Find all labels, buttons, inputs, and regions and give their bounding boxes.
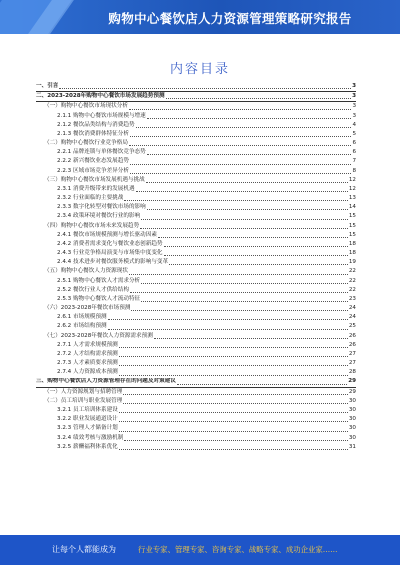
toc-page-number: 4 (352, 121, 356, 128)
table-of-contents (36, 82, 356, 452)
toc-entry[interactable] (36, 277, 356, 286)
toc-page-number: 18 (348, 250, 356, 257)
toc-entry-title: 2.7.3 人才素质要求预测 (57, 360, 118, 367)
toc-leader-dots (124, 199, 348, 201)
toc-entry[interactable] (36, 112, 356, 121)
toc-entry-title: 2.6.2 市场结构预测 (57, 323, 107, 330)
toc-entry[interactable] (36, 130, 356, 139)
toc-entry[interactable] (36, 92, 356, 102)
toc-entry-title: （一）人力资源规划与招聘管理 (44, 388, 123, 395)
toc-leader-dots (119, 355, 348, 357)
toc-page-number: 24 (348, 314, 356, 321)
toc-entry-title: 三、购物中心餐饮店人力资源管理存在的问题及对策建议 (36, 378, 176, 385)
toc-entry-title: 2.3.4 政策环境对餐饮行业的影响 (57, 213, 141, 220)
toc-entry-title: 2.7.2 人才结构需求预测 (57, 350, 118, 357)
toc-entry[interactable] (36, 368, 356, 377)
toc-page-number: 26 (348, 341, 356, 348)
toc-page-number: 15 (348, 213, 356, 220)
toc-page-number: 28 (348, 369, 356, 376)
toc-leader-dots (164, 254, 348, 256)
toc-entry[interactable] (36, 406, 356, 415)
toc-entry-title: 二、2023-2028年购物中心餐饮市场发展趋势预测 (36, 93, 165, 100)
toc-leader-dots (129, 273, 348, 275)
toc-entry[interactable] (36, 424, 356, 433)
toc-leader-dots (130, 163, 351, 165)
toc-leader-dots (177, 383, 347, 385)
toc-page-number: 3 (352, 112, 356, 119)
toc-page-number: 19 (348, 259, 356, 266)
toc-page-number: 12 (348, 185, 356, 192)
toc-leader-dots (130, 172, 351, 174)
toc-entry-title: （七）2023-2028年餐饮人力资源需求预测 (44, 332, 153, 339)
toc-entry-title: 一、引言 (36, 82, 59, 89)
toc-entry[interactable] (36, 249, 356, 258)
toc-entry[interactable] (36, 304, 356, 313)
toc-page-number: 29 (348, 388, 356, 395)
toc-entry-title: 2.1.2 餐饮品类结构与消费趋势 (57, 121, 135, 128)
toc-page-number: 7 (352, 158, 356, 165)
toc-leader-dots (119, 364, 348, 366)
toc-leader-dots (119, 374, 348, 376)
toc-heading: 内容目录 (169, 62, 230, 77)
toc-entry[interactable] (36, 388, 356, 397)
toc-entry-title: 2.3.2 行业面临的主要挑战 (57, 195, 124, 202)
toc-entry-title: 2.7.4 人力资源成本预测 (57, 369, 118, 376)
toc-leader-dots (123, 402, 348, 404)
toc-entry-title: 2.4.2 消费者需求变化与餐饮业态创新趋势 (57, 240, 163, 247)
toc-page-number: 30 (348, 425, 356, 432)
toc-entry[interactable] (36, 148, 356, 157)
toc-leader-dots (140, 227, 348, 229)
toc-page-number: 18 (348, 240, 356, 247)
toc-entry-title: 2.2.2 新兴餐饮业态发展趋势 (57, 158, 129, 165)
toc-leader-dots (147, 208, 348, 210)
toc-entry[interactable] (36, 359, 356, 368)
toc-leader-dots (154, 337, 348, 339)
toc-page-number: 15 (348, 231, 356, 238)
toc-entry-title: （二）员工培训与职业发展管理 (44, 397, 123, 404)
toc-leader-dots (124, 439, 348, 441)
toc-page-number: 30 (348, 434, 356, 441)
toc-entry[interactable] (36, 415, 356, 424)
toc-page-number: 30 (348, 416, 356, 423)
toc-leader-dots (129, 144, 352, 146)
toc-leader-dots (108, 328, 348, 330)
toc-page-number: 24 (348, 305, 356, 312)
toc-entry-title: 2.2.1 品牌连锁与单体餐饮竞争态势 (57, 149, 146, 156)
toc-leader-dots (130, 291, 348, 293)
report-header (0, 0, 400, 34)
toc-page-number: 15 (348, 222, 356, 229)
report-title: 购物中心餐饮店人力资源管理策略研究报告 (108, 11, 352, 26)
toc-leader-dots (166, 97, 352, 99)
toc-entry[interactable] (36, 286, 356, 295)
toc-leader-dots (59, 87, 351, 89)
toc-entry[interactable] (36, 258, 356, 267)
toc-page-number: 12 (348, 176, 356, 183)
toc-leader-dots (119, 346, 348, 348)
toc-page-number: 31 (348, 443, 356, 450)
toc-leader-dots (141, 218, 348, 220)
toc-entry[interactable] (36, 203, 356, 212)
toc-leader-dots (108, 318, 348, 320)
toc-entry[interactable] (36, 341, 356, 350)
toc-leader-dots (131, 309, 347, 311)
toc-entry-title: （三）购物中心餐饮市场发展机遇与挑战 (44, 176, 145, 183)
toc-page-number: 27 (348, 360, 356, 367)
toc-entry-title: 2.1.1 购物中心餐饮市场规模与增速 (57, 112, 146, 119)
toc-page-number: 25 (348, 323, 356, 330)
toc-entry-title: 2.5.2 餐饮行业人才供给结构 (57, 286, 129, 293)
toc-entry[interactable] (36, 350, 356, 359)
toc-entry-title: 3.2.3 管理人才储备计划 (57, 425, 118, 432)
toc-entry-title: 2.7.1 人才需求规模预测 (57, 341, 118, 348)
toc-entry[interactable] (36, 82, 356, 92)
toc-entry-title: （一）购物中心餐饮市场现状分析 (44, 103, 128, 110)
toc-entry[interactable] (36, 139, 356, 148)
toc-leader-dots (119, 411, 348, 413)
toc-entry-title: （六）2023-2028年餐饮市场预测 (44, 305, 131, 312)
toc-entry[interactable] (36, 167, 356, 176)
toc-entry[interactable] (36, 194, 356, 203)
toc-entry-title: 2.5.3 购物中心餐饮人才流动特征 (57, 295, 141, 302)
toc-entry-title: 2.3.1 消费升级带来的发展机遇 (57, 185, 135, 192)
toc-leader-dots (119, 448, 348, 450)
footer-slogan: 让每个人都能成为 (52, 545, 116, 554)
toc-page-number: 3 (352, 93, 356, 100)
toc-page-number: 30 (348, 397, 356, 404)
toc-entry-title: 2.6.1 市场规模预测 (57, 314, 107, 321)
toc-entry-title: 2.1.3 餐饮消费群体特征分析 (57, 130, 129, 137)
toc-entry-title: 3.2.4 绩效考核与激励机制 (57, 434, 124, 441)
toc-entry-title: 3.2.2 职业发展通道设计 (57, 416, 118, 423)
toc-entry[interactable] (36, 231, 356, 240)
toc-entry-title: 3.2.5 薪酬福利体系优化 (57, 443, 118, 450)
toc-leader-dots (164, 245, 348, 247)
toc-leader-dots (129, 108, 352, 110)
toc-page-number: 3 (352, 103, 356, 110)
toc-page-number: 6 (352, 149, 356, 156)
toc-page-number: 23 (348, 295, 356, 302)
toc-leader-dots (141, 300, 348, 302)
toc-leader-dots (136, 126, 352, 128)
toc-leader-dots (147, 117, 352, 119)
footer-banner (0, 535, 400, 565)
toc-entry-title: 2.2.3 区域市场竞争差异分析 (57, 167, 129, 174)
toc-entry[interactable] (36, 121, 356, 130)
toc-entry[interactable] (36, 157, 356, 166)
toc-page-number: 22 (348, 268, 356, 275)
toc-leader-dots (169, 263, 348, 265)
toc-entry-title: 2.5.1 购物中心餐饮人才需求分析 (57, 277, 141, 284)
toc-page-number: 6 (352, 140, 356, 147)
toc-entry-title: （四）购物中心餐饮市场未来发展趋势 (44, 222, 140, 229)
toc-entry-title: 3.2.1 员工培训体系建设 (57, 407, 118, 413)
toc-entry[interactable] (36, 185, 356, 194)
toc-page-number: 22 (348, 286, 356, 293)
toc-entry[interactable] (36, 313, 356, 322)
toc-leader-dots (146, 181, 348, 183)
footer-tagline: 行业专家、管理专家、咨询专家、战略专家、成功企业家…… (138, 545, 338, 554)
toc-page-number: 30 (348, 407, 356, 413)
toc-page-number: 5 (352, 130, 356, 137)
toc-leader-dots (136, 190, 348, 192)
toc-leader-dots (141, 282, 348, 284)
toc-entry[interactable] (36, 332, 356, 341)
toc-entry[interactable] (36, 378, 356, 388)
toc-leader-dots (123, 393, 348, 395)
toc-entry[interactable] (36, 322, 356, 331)
toc-entry[interactable] (36, 240, 356, 249)
toc-page-number: 14 (348, 204, 356, 211)
toc-page-number: 22 (348, 277, 356, 284)
toc-entry-title: 2.4.3 行业竞争格局演变与市场集中度变化 (57, 250, 163, 257)
toc-page-number: 26 (348, 332, 356, 339)
toc-entry-title: 2.4.4 技术进步对餐饮服务模式的影响与变革 (57, 259, 169, 266)
toc-leader-dots (147, 153, 352, 155)
toc-entry[interactable] (36, 176, 356, 185)
toc-entry[interactable] (36, 295, 356, 304)
toc-entry-title: （二）购物中心餐饮行业竞争格局 (44, 140, 128, 147)
toc-entry[interactable] (36, 267, 356, 276)
toc-page-number: 13 (348, 195, 356, 202)
toc-entry-title: （五）购物中心餐饮人力资源现状 (44, 268, 128, 275)
toc-page-number: 3 (352, 82, 356, 89)
toc-entry[interactable] (36, 434, 356, 443)
toc-leader-dots (130, 135, 351, 137)
toc-leader-dots (158, 236, 348, 238)
toc-page-number: 8 (352, 167, 356, 174)
toc-leader-dots (119, 430, 348, 432)
toc-entry[interactable] (36, 397, 356, 406)
toc-entry[interactable] (36, 212, 356, 221)
toc-entry[interactable] (36, 102, 356, 111)
toc-entry[interactable] (36, 222, 356, 231)
toc-page-number: 27 (348, 350, 356, 357)
toc-entry[interactable] (36, 443, 356, 452)
toc-entry-title: 2.4.1 餐饮市场规模预测与增长驱动因素 (57, 231, 157, 238)
toc-leader-dots (119, 420, 348, 422)
toc-page-number: 29 (348, 378, 356, 385)
toc-entry-title: 2.3.3 数字化转型对餐饮市场的影响 (57, 204, 146, 211)
